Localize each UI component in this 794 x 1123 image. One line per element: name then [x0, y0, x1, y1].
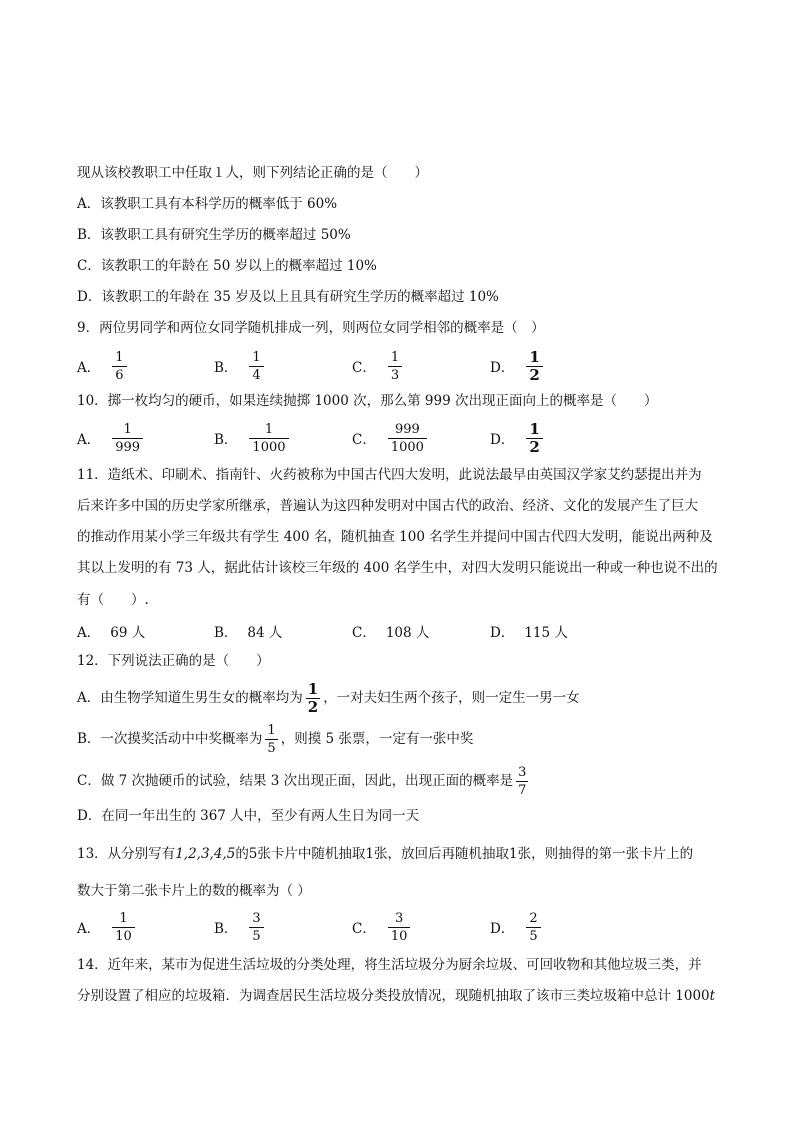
question-8-stem-tail: 现从该校教职工中任取１人，则下列结论正确的是（ ）	[77, 165, 428, 181]
q13-option-d: D． $\frac{2}{5}$	[490, 907, 543, 947]
fraction: $\frac{1}{6}$	[112, 350, 126, 383]
question-14-line-1: 14．近年来，某市为促进生活垃圾的分类处理，将生活垃圾分为厨余垃圾、可回收物和其他垃圾三类，并	[77, 957, 702, 973]
q10-option-d: D． $\frac{1}{2}$	[490, 418, 545, 458]
fraction: $\frac{1}{2}$	[307, 680, 319, 716]
fraction: $\frac{1}{4}$	[249, 350, 263, 383]
q9-option-c: C． $\frac{1}{3}$	[352, 346, 404, 386]
fraction: $\frac{1}{2}$	[526, 422, 542, 455]
q12-option-b: B．一次摸奖活动中中奖概率为 $\frac{1}{5}$ ，则摸 5 张票，一定有一张中奖	[77, 723, 474, 756]
question-11-line-2: 后来许多中国的历史学家所继承，普遍认为这四种发明对中国古代的政治、经济、文化的发展产生了巨大	[77, 498, 698, 514]
q13-option-b: B． $\frac{3}{5}$	[214, 907, 266, 947]
q8-option-a: A．该教职工具有本科学历的概率低于 60%	[77, 196, 338, 212]
question-11-line-3: 的推动作用某小学三年级共有学生 400 名，随机抽查 100 名学生并提问中国古代四大发明，能说出两种及	[77, 529, 713, 545]
q11-options	[77, 611, 717, 651]
fraction: $\frac{3}{5}$	[249, 911, 263, 944]
question-11-line-1: 11．造纸术、印刷术、指南针、火药被称为中国古代四大发明，此说法最早由英国汉学家艾约瑟提出并为	[77, 467, 702, 483]
q8-option-b: B．该教职工具有研究生学历的概率超过 50%	[77, 227, 351, 243]
fraction: $\frac{3}{7}$	[518, 765, 527, 798]
question-10-stem: 10．掷一枚均匀的硬币，如果连续抛掷 1000 次，那么第 999 次出现正面向上的概率是（ ）	[77, 393, 658, 409]
q10-option-c: C． $\frac{999}{1000}$	[352, 418, 429, 458]
question-11-line-5: 有（ ）.	[77, 592, 149, 608]
fraction: $\frac{1}{5}$	[267, 723, 276, 756]
q11-option-c: C． 108 人	[352, 625, 430, 641]
fraction: $\frac{1}{2}$	[526, 350, 542, 383]
question-14-line-2: 分别设置了相应的垃圾箱．为调查居民生活垃圾分类投放情况，现随机抽取了该市三类垃圾箱中总计 1000t	[77, 988, 716, 1004]
question-13-line-1: 13．从分别写有1,2,3,4,5的5张卡片中随机抽取1张，放回后再随机抽取1张，则抽得的第一张卡片上的	[77, 846, 694, 862]
q13-option-c: C． $\frac{3}{10}$	[352, 907, 412, 947]
q10-option-a: A． $\frac{1}{999}$	[77, 418, 145, 458]
q8-option-d: D．该教职工的年龄在 35 岁及以上且具有研究生学历的概率超过 10%	[77, 289, 499, 305]
q11-option-d: D． 115 人	[490, 625, 568, 641]
fraction: $\frac{999}{1000}$	[388, 422, 427, 455]
q9-options	[77, 346, 717, 386]
q10-options	[77, 418, 717, 458]
q9-option-a: A． $\frac{1}{6}$	[77, 346, 129, 386]
fraction: $\frac{1}{999}$	[112, 422, 143, 455]
q12-option-c: C．做 7 次抛硬币的试验，结果 3 次出现正面，因此，出现正面的概率是 $\frac{3}{7}$	[77, 765, 527, 798]
q9-option-d: D． $\frac{1}{2}$	[490, 346, 545, 386]
fraction: $\frac{2}{5}$	[526, 911, 540, 944]
q10-option-b: B． $\frac{1}{1000}$	[214, 418, 291, 458]
question-12-stem: 12．下列说法正确的是（ ）	[77, 653, 270, 669]
q13-options	[77, 907, 717, 947]
question-9-stem: 9．两位男同学和两位女同学随机排成一列，则两位女同学相邻的概率是（ ）	[77, 320, 545, 336]
fraction: $\frac{3}{10}$	[388, 911, 411, 944]
question-13-line-2: 数大于第二张卡片上的数的概率为（ ）	[77, 883, 311, 899]
q11-option-a: A． 69 人	[77, 625, 146, 641]
question-11-line-4: 其以上发明的有 73 人，据此估计该校三年级的 400 名学生中，对四大发明只能说出一种或一种也说不出的	[77, 560, 718, 576]
fraction: $\frac{1}{1000}$	[249, 422, 288, 455]
q9-option-b: B． $\frac{1}{4}$	[214, 346, 266, 386]
fraction: $\frac{1}{10}$	[112, 911, 135, 944]
q11-option-b: B． 84 人	[214, 625, 283, 641]
fraction: $\frac{1}{3}$	[388, 350, 402, 383]
q8-option-c: C．该教职工的年龄在 50 岁以上的概率超过 10%	[77, 258, 377, 274]
q12-option-a: A．由生物学知道生男生女的概率均为 $\frac{1}{2}$ ，一对夫妇生两个孩子，则一定生一男一女	[77, 680, 580, 716]
q13-option-a: A． $\frac{1}{10}$	[77, 907, 137, 947]
q12-option-d: D．在同一年出生的 367 人中，至少有两人生日为同一天	[77, 808, 420, 824]
